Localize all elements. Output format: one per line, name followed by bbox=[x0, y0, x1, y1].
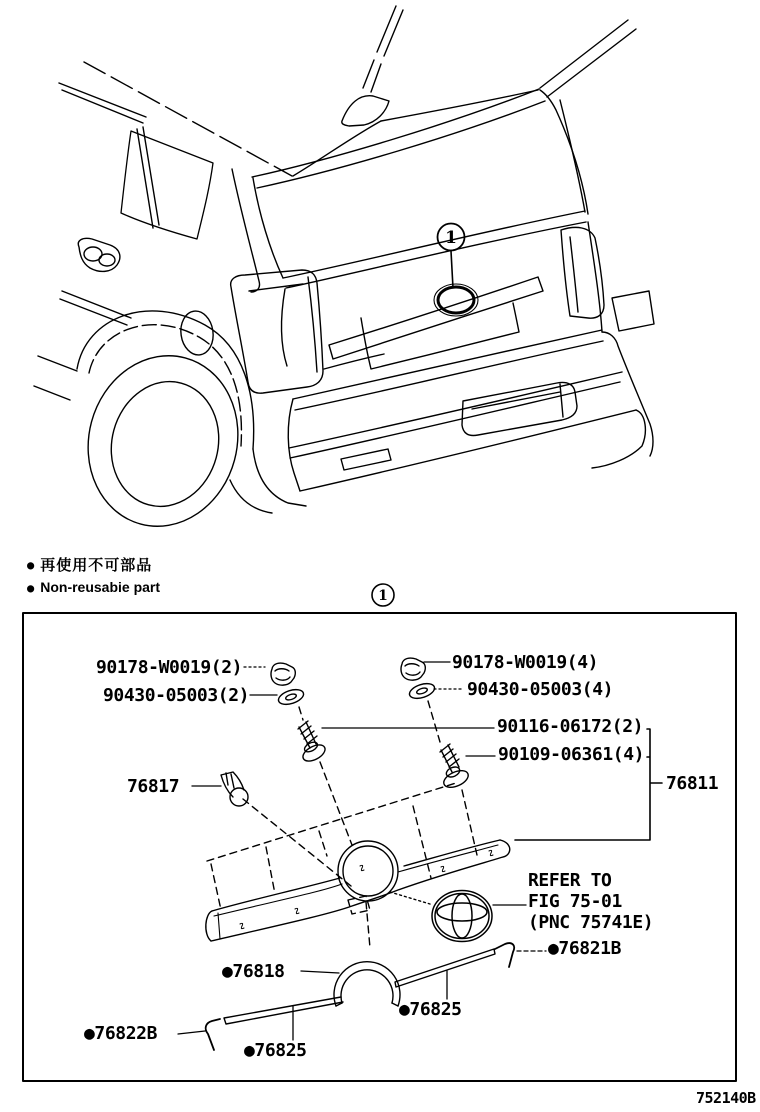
nut-icon-left bbox=[271, 663, 295, 685]
nut-icon-right bbox=[401, 658, 425, 680]
part-label-garnish-76811: 76811 bbox=[666, 773, 719, 794]
part-label-76822b: ●76822B bbox=[84, 1023, 158, 1044]
grommet-icon-left bbox=[277, 687, 306, 707]
moulding-right-drawing-76825 bbox=[395, 949, 495, 987]
toyota-emblem-icon bbox=[432, 891, 492, 942]
part-label-76825-lh: ●76825 bbox=[244, 1040, 307, 1061]
refer-note-line1: REFER TO bbox=[528, 870, 612, 891]
part-label-76818: ●76818 bbox=[222, 961, 285, 982]
legend-non-reusable-jp bbox=[27, 557, 152, 573]
antenna-icon bbox=[363, 6, 403, 92]
end-cap-drawing-76822b bbox=[206, 1019, 220, 1050]
part-label-76825-rh: ●76825 bbox=[399, 999, 462, 1020]
car-rear-illustration bbox=[34, 6, 654, 543]
refer-note-line3: (PNC 75741E) bbox=[528, 912, 654, 933]
part-label-grommet-right: 90430-05003(4) bbox=[467, 679, 614, 700]
bullet-icon: ● bbox=[27, 580, 35, 595]
emblem-base-drawing-76818 bbox=[334, 962, 400, 1006]
part-label-screw-lower: 90109-06361(4) bbox=[498, 744, 645, 765]
figure-code: 752140B bbox=[696, 1089, 756, 1107]
legend-jp-text: 再使用不可部品 bbox=[40, 556, 153, 574]
diagram-frame bbox=[23, 613, 736, 1081]
part-label-nut-left: 90178-W0019(2) bbox=[96, 657, 243, 678]
part-label-clip-76817: 76817 bbox=[127, 776, 180, 797]
part-label-grommet-left: 90430-05003(2) bbox=[103, 685, 250, 706]
part-label-76821b: ●76821B bbox=[548, 938, 622, 959]
bullet-icon: ● bbox=[27, 558, 35, 572]
end-cap-drawing-76821b bbox=[495, 943, 514, 967]
callout-1-car-number: 1 bbox=[445, 228, 457, 248]
legend-non-reusable-en bbox=[27, 580, 160, 595]
legend-en-text: Non-reusabie part bbox=[40, 579, 161, 595]
moulding-left-drawing-76825 bbox=[224, 997, 343, 1024]
clip-icon-76817 bbox=[221, 772, 248, 806]
callout-1-legend-number: 1 bbox=[378, 588, 388, 604]
screw-icon-90109 bbox=[440, 744, 471, 791]
callout-1-legend bbox=[372, 584, 394, 606]
grommet-icon-right bbox=[408, 681, 437, 701]
refer-note-line2: FIG 75-01 bbox=[528, 891, 622, 912]
part-label-nut-right: 90178-W0019(4) bbox=[452, 652, 599, 673]
callout-1-car bbox=[438, 224, 465, 289]
part-label-screw-upper: 90116-06172(2) bbox=[497, 716, 644, 737]
